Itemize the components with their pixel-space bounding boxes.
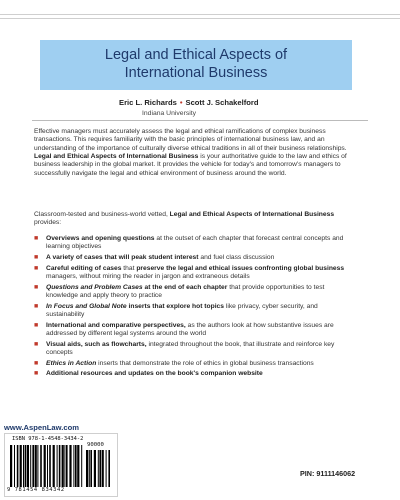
description-paragraph [34, 128, 352, 178]
author-2: Scott J. Schakelford [185, 98, 259, 107]
description-run: is your authoritative guide to the law and ethics of business leadership in the global market. It provides the vehicle for today's and tomorrow's managers to successfully navigate the legal and ethical environment of business around the world. [34, 153, 347, 177]
feature-text: inserts that explore hot topics [126, 302, 224, 310]
barcode-stripe [32, 445, 34, 487]
book-title [40, 46, 352, 82]
barcode-stripe [44, 445, 46, 487]
website-link[interactable]: www.AspenLaw.com [4, 423, 79, 432]
addon-barcode-bars [86, 450, 112, 487]
barcode-stripe [20, 445, 22, 487]
isbn-label: ISBN 978-1-4548-3434-2 [12, 436, 84, 442]
feature-text: Overviews and opening questions [46, 235, 155, 242]
feature-item [34, 284, 352, 301]
barcode-stripe [17, 445, 19, 487]
barcode-stripe [98, 450, 99, 487]
bullet-icon: ■ [34, 235, 39, 242]
author-1: Eric L. Richards [119, 98, 177, 107]
feature-text: Questions and Problem Cases [46, 283, 143, 291]
feature-text: at the outset of each chapter that forecast central concepts and learning objectives [46, 235, 344, 251]
feature-text: that provide opportunities to test knowledge and apply theory to practice [46, 283, 325, 299]
barcode-stripe [94, 450, 96, 487]
feature-text: Ethics in Action [46, 359, 97, 367]
feature-text: Visual aids, such as flowcharts, [46, 340, 147, 348]
ean-digits: 9 781454 834342 [7, 487, 65, 493]
bullet-icon: ■ [34, 370, 39, 378]
barcode-stripe [99, 450, 101, 487]
barcode-stripe [64, 445, 65, 487]
top-rule-2 [0, 18, 400, 19]
feature-text: integrated throughout the book, that illustrate and reinforce key concepts [46, 340, 335, 356]
bullet-icon: ■ [34, 321, 39, 329]
barcode-stripe [86, 450, 88, 487]
intro-run: Classroom-tested and business-world vetted, [34, 211, 170, 218]
title-line-2: International Business [124, 65, 268, 81]
barcode-stripe [27, 445, 29, 487]
barcode-stripe [62, 445, 64, 487]
description-run: Effective managers must accurately assess the legal and ethical ramifications of complex business transactions. This requires familiarity with the basic principles of international business law, and an understanding of the importance of culturally diverse ethical traditions in all of their business relationships. [34, 128, 347, 152]
intro-paragraph [34, 211, 352, 228]
feature-item [34, 235, 352, 252]
barcode-stripe [35, 445, 37, 487]
barcode-stripe [14, 445, 15, 487]
author-separator-dot: • [179, 98, 183, 107]
feature-text: Additional resources and updates on the book's companion website [46, 370, 263, 378]
divider [32, 120, 368, 121]
barcode-stripe [49, 445, 51, 487]
bullet-icon: ■ [34, 302, 39, 310]
feature-text: that [121, 264, 137, 272]
pin-number: PIN: 9111146062 [300, 469, 356, 478]
feature-text: In Focus and Global Note [46, 302, 127, 310]
bullet-icon: ■ [34, 253, 39, 261]
feature-text: International and comparative perspectives, [46, 321, 186, 329]
feature-text: inserts that demonstrate the role of ethics in global business transactions [96, 359, 314, 367]
barcode-stripe [10, 445, 12, 487]
feature-text: managers, without miring the reader in jargon and extraneous details [46, 272, 250, 280]
feature-item [34, 303, 352, 320]
feature-item [34, 254, 352, 262]
barcode-stripe [81, 445, 82, 487]
barcode-stripe [69, 445, 71, 487]
bullet-icon: ■ [34, 283, 39, 291]
barcode-stripe [53, 445, 55, 487]
price-code: 90000 [87, 442, 104, 448]
barcode-stripe [23, 445, 24, 487]
barcode-stripe [90, 450, 92, 487]
feature-text: at the end of each chapter [142, 283, 228, 291]
feature-text: preserve the legal and ethical issues confronting global business [136, 264, 345, 272]
feature-text: and fuel class discussion [198, 253, 275, 261]
barcode-stripe [106, 450, 107, 487]
barcode-stripe [30, 445, 31, 487]
bullet-icon: ■ [34, 340, 39, 348]
barcode-stripe [59, 445, 61, 487]
bullet-icon: ■ [34, 359, 39, 367]
feature-item [34, 341, 352, 358]
barcode-stripe [47, 445, 48, 487]
barcode-stripe [57, 445, 58, 487]
feature-item [34, 370, 352, 378]
feature-item [34, 322, 352, 339]
feature-item [34, 265, 352, 282]
intro-run: Legal and Ethical Aspects of International Business [169, 211, 335, 218]
affiliation: Indiana University [142, 110, 197, 117]
top-rule [0, 14, 400, 15]
title-line-1: Legal and Ethical Aspects of [104, 47, 288, 63]
ean-barcode-bars [10, 445, 84, 487]
feature-text: A variety of cases that will peak student interest [46, 253, 199, 261]
description-run: Legal and Ethical Aspects of International Business [34, 153, 199, 161]
intro-run: provides: [34, 219, 62, 227]
barcode-stripe [40, 445, 42, 487]
barcode-stripe [77, 445, 79, 487]
barcode-stripe [108, 450, 110, 487]
barcode-stripe [73, 445, 74, 487]
barcode-stripe [66, 445, 68, 487]
barcode-stripe [75, 445, 77, 487]
authors [119, 98, 379, 107]
barcode-stripe [37, 445, 38, 487]
feature-text: Careful editing of cases [46, 264, 122, 272]
barcode [4, 433, 118, 497]
feature-item [34, 360, 352, 368]
feature-text: as the authors look at how substantive issues are addressed by different legal systems around the world [46, 321, 334, 337]
barcode-stripe [25, 445, 27, 487]
bullet-icon: ■ [34, 264, 39, 272]
barcode-stripe [102, 450, 104, 487]
barcode-stripe [89, 450, 90, 487]
feature-list [34, 235, 352, 381]
feature-text: like privacy, cyber security, and sustainability [46, 302, 318, 318]
